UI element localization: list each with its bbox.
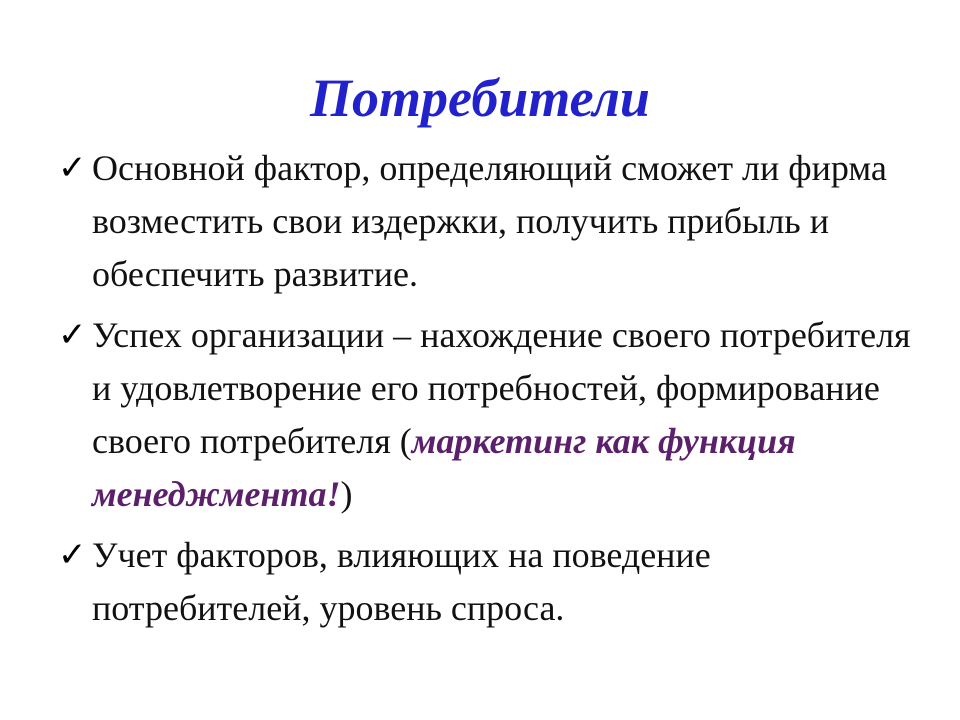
bullet-text: Успех организации – нахождение своего потребителя и удовлетворение его потребностей, формирование своего потребителя ( xyxy=(92,315,911,461)
checkmark-icon: ✓ xyxy=(58,535,87,575)
checkmark-icon: ✓ xyxy=(58,148,87,188)
bullet-text: Основной фактор, определяющий сможет ли фирма возместить свои издержки, получить прибыль и обеспечить развитие. xyxy=(92,148,887,294)
bullet-item-main-factor xyxy=(58,142,918,301)
bullet-text: Учет факторов, влияющих на поведение потребителей, уровень спроса. xyxy=(92,535,711,628)
bullet-item-consumer-factors xyxy=(58,529,918,635)
checkmark-icon: ✓ xyxy=(58,315,87,355)
bullet-emphasis: маркетинг как функция менеджмента! xyxy=(92,421,796,514)
slide-title: Потребители xyxy=(310,68,650,128)
bullet-text-closing: ) xyxy=(340,474,353,514)
bullet-item-organization-success xyxy=(58,309,918,521)
bullet-list xyxy=(58,142,918,643)
